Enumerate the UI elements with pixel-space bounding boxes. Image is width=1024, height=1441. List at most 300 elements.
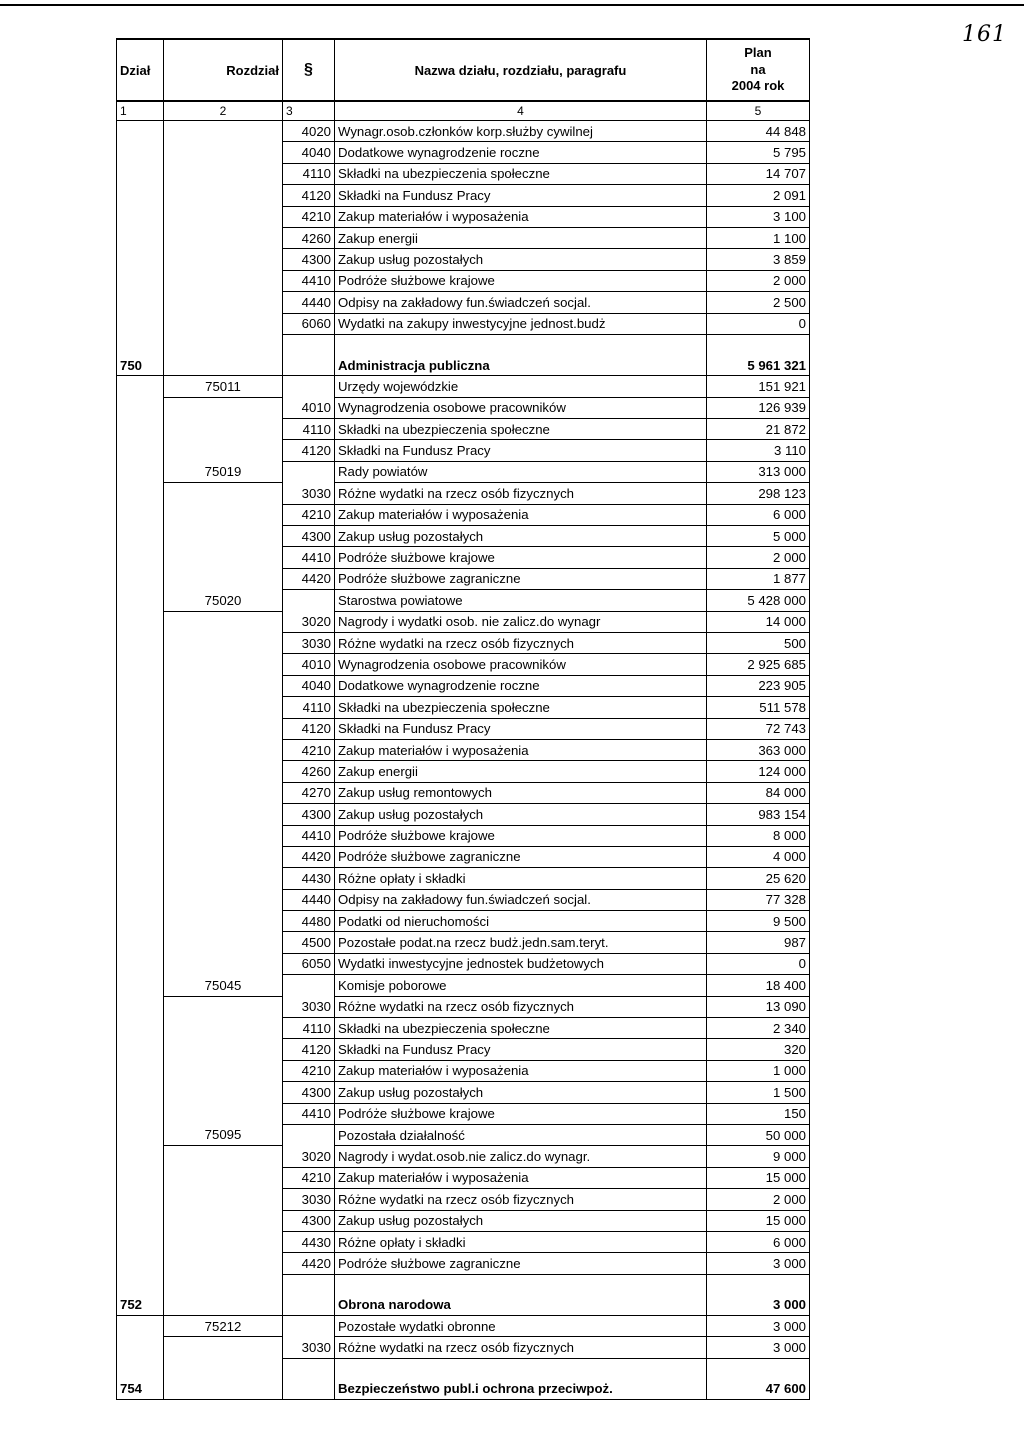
plan-cell: 298 123 xyxy=(707,483,810,504)
paragraph-row xyxy=(117,782,810,803)
plan-cell: 6 000 xyxy=(707,504,810,525)
rozdzial-cell xyxy=(164,483,283,504)
name-cell: Zakup energii xyxy=(335,761,707,782)
header-plan-line2: na xyxy=(750,61,766,77)
paragraph-cell: 6060 xyxy=(283,313,335,334)
paragraph-cell: 3030 xyxy=(283,632,335,653)
name-cell: Pozostałe podat.na rzecz budż.jedn.sam.teryt. xyxy=(335,932,707,953)
dzial-cell xyxy=(117,1231,164,1252)
rozdzial-cell xyxy=(164,1253,283,1274)
plan-cell: 14 707 xyxy=(707,163,810,184)
plan-cell: 3 100 xyxy=(707,206,810,227)
rozdzial-cell xyxy=(164,1039,283,1060)
rozdzial-cell xyxy=(164,355,283,376)
rozdzial-cell xyxy=(164,206,283,227)
paragraph-cell xyxy=(283,975,335,996)
dzial-cell: 752 xyxy=(117,1295,164,1316)
name-cell: Wynagrodzenia osobowe pracowników xyxy=(335,397,707,418)
paragraph-cell: 4210 xyxy=(283,206,335,227)
name-cell: Odpisy na zakładowy fun.świadczeń socjal. xyxy=(335,292,707,313)
dzial-cell xyxy=(117,376,164,397)
name-cell: Starostwa powiatowe xyxy=(335,590,707,611)
column-number: 5 xyxy=(707,101,810,121)
name-cell: Różne wydatki na rzecz osób fizycznych xyxy=(335,483,707,504)
name-cell: Różne opłaty i składki xyxy=(335,1231,707,1252)
dzial-cell xyxy=(117,932,164,953)
dzial-row xyxy=(117,355,810,376)
rozdzial-cell xyxy=(164,1167,283,1188)
paragraph-row xyxy=(117,1167,810,1188)
rozdzial-cell xyxy=(164,1146,283,1167)
plan-cell: 21 872 xyxy=(707,419,810,440)
budget-rows xyxy=(117,121,810,1400)
paragraph-cell xyxy=(283,1316,335,1337)
dzial-cell xyxy=(117,1253,164,1274)
paragraph-cell: 4410 xyxy=(283,270,335,291)
dzial-cell xyxy=(117,270,164,291)
plan-cell: 363 000 xyxy=(707,739,810,760)
rozdzial-cell xyxy=(164,654,283,675)
column-number: 4 xyxy=(335,101,707,121)
dzial-cell xyxy=(117,654,164,675)
paragraph-cell: 6050 xyxy=(283,953,335,974)
paragraph-cell: 4270 xyxy=(283,782,335,803)
plan-cell: 126 939 xyxy=(707,397,810,418)
paragraph-cell: 4110 xyxy=(283,697,335,718)
paragraph-cell: 3020 xyxy=(283,1146,335,1167)
dzial-cell xyxy=(117,547,164,568)
rozdzial-cell xyxy=(164,568,283,589)
rozdzial-cell xyxy=(164,804,283,825)
name-cell: Zakup usług pozostałych xyxy=(335,249,707,270)
paragraph-row xyxy=(117,739,810,760)
name-cell: Odpisy na zakładowy fun.świadczeń socjal. xyxy=(335,889,707,910)
dzial-cell xyxy=(117,632,164,653)
paragraph-cell: 4410 xyxy=(283,547,335,568)
dzial-cell xyxy=(117,1189,164,1210)
name-cell: Zakup usług pozostałych xyxy=(335,526,707,547)
plan-cell: 5 795 xyxy=(707,142,810,163)
paragraph-row xyxy=(117,654,810,675)
rozdzial-cell xyxy=(164,1018,283,1039)
plan-cell: 3 000 xyxy=(707,1295,810,1316)
paragraph-cell: 3020 xyxy=(283,611,335,632)
paragraph-cell: 4300 xyxy=(283,526,335,547)
dzial-cell xyxy=(117,397,164,418)
plan-cell: 44 848 xyxy=(707,121,810,142)
name-cell: Składki na ubezpieczenia społeczne xyxy=(335,163,707,184)
name-cell: Nagrody i wydat.osob.nie zalicz.do wynagr. xyxy=(335,1146,707,1167)
name-cell: Dodatkowe wynagrodzenie roczne xyxy=(335,675,707,696)
paragraph-row xyxy=(117,397,810,418)
paragraph-row xyxy=(117,718,810,739)
name-cell: Zakup usług remontowych xyxy=(335,782,707,803)
plan-cell: 2 340 xyxy=(707,1018,810,1039)
paragraph-row xyxy=(117,526,810,547)
dzial-cell xyxy=(117,249,164,270)
paragraph-cell xyxy=(283,376,335,397)
dzial-cell xyxy=(117,1210,164,1231)
paragraph-cell: 4020 xyxy=(283,121,335,142)
dzial-cell xyxy=(117,142,164,163)
plan-cell: 5 961 321 xyxy=(707,355,810,376)
rozdzial-cell xyxy=(164,1189,283,1210)
plan-cell: 3 000 xyxy=(707,1253,810,1274)
paragraph-row xyxy=(117,121,810,142)
plan-cell: 13 090 xyxy=(707,996,810,1017)
paragraph-row xyxy=(117,504,810,525)
dzial-cell xyxy=(117,1358,164,1379)
name-cell: Urzędy wojewódzkie xyxy=(335,376,707,397)
paragraph-row xyxy=(117,675,810,696)
plan-cell: 983 154 xyxy=(707,804,810,825)
paragraph-cell: 4440 xyxy=(283,889,335,910)
paragraph-cell xyxy=(283,461,335,482)
dzial-cell xyxy=(117,419,164,440)
paragraph-row xyxy=(117,1018,810,1039)
rozdzial-row xyxy=(117,461,810,482)
name-cell: Składki na Fundusz Pracy xyxy=(335,1039,707,1060)
plan-cell: 18 400 xyxy=(707,975,810,996)
paragraph-cell: 4210 xyxy=(283,504,335,525)
name-cell: Podróże służbowe krajowe xyxy=(335,1103,707,1124)
name-cell: Zakup materiałów i wyposażenia xyxy=(335,1060,707,1081)
rozdzial-cell xyxy=(164,249,283,270)
plan-cell: 4 000 xyxy=(707,846,810,867)
paragraph-row xyxy=(117,1253,810,1274)
rozdzial-cell xyxy=(164,419,283,440)
name-cell: Bezpieczeństwo publ.i ochrona przeciwpoż. xyxy=(335,1379,707,1400)
paragraph-cell: 4480 xyxy=(283,911,335,932)
paragraph-cell: 4040 xyxy=(283,675,335,696)
name-cell: Składki na Fundusz Pracy xyxy=(335,718,707,739)
header-row xyxy=(117,39,810,101)
rozdzial-cell xyxy=(164,1379,283,1400)
plan-cell: 150 xyxy=(707,1103,810,1124)
plan-cell: 500 xyxy=(707,632,810,653)
rozdzial-cell xyxy=(164,1337,283,1358)
plan-cell: 25 620 xyxy=(707,868,810,889)
plan-cell: 14 000 xyxy=(707,611,810,632)
name-cell: Podróże służbowe krajowe xyxy=(335,825,707,846)
dzial-cell xyxy=(117,718,164,739)
dzial-cell xyxy=(117,1082,164,1103)
rozdzial-cell xyxy=(164,526,283,547)
paragraph-cell: 4410 xyxy=(283,1103,335,1124)
plan-cell: 9 500 xyxy=(707,911,810,932)
name-cell: Składki na Fundusz Pracy xyxy=(335,440,707,461)
paragraph-row xyxy=(117,547,810,568)
header-dzial: Dział xyxy=(117,39,164,101)
paragraph-cell: 4260 xyxy=(283,227,335,248)
dzial-cell xyxy=(117,590,164,611)
paragraph-row xyxy=(117,761,810,782)
paragraph-cell: 4300 xyxy=(283,1082,335,1103)
plan-cell: 0 xyxy=(707,953,810,974)
name-cell: Składki na ubezpieczenia społeczne xyxy=(335,1018,707,1039)
dzial-cell xyxy=(117,697,164,718)
dzial-cell xyxy=(117,526,164,547)
dzial-cell xyxy=(117,504,164,525)
paragraph-row xyxy=(117,440,810,461)
rozdzial-cell xyxy=(164,547,283,568)
paragraph-row xyxy=(117,825,810,846)
paragraph-row xyxy=(117,1039,810,1060)
plan-cell: 313 000 xyxy=(707,461,810,482)
name-cell: Dodatkowe wynagrodzenie roczne xyxy=(335,142,707,163)
dzial-cell xyxy=(117,1103,164,1124)
rozdzial-cell xyxy=(164,1295,283,1316)
spacer-row xyxy=(117,1274,810,1295)
paragraph-cell: 4010 xyxy=(283,654,335,675)
name-cell: Różne opłaty i składki xyxy=(335,868,707,889)
paragraph-row xyxy=(117,142,810,163)
paragraph-row xyxy=(117,1103,810,1124)
dzial-cell xyxy=(117,996,164,1017)
rozdzial-cell xyxy=(164,504,283,525)
rozdzial-cell xyxy=(164,1358,283,1379)
plan-cell: 511 578 xyxy=(707,697,810,718)
header-rozdzial: Rozdział xyxy=(164,39,283,101)
paragraph-cell xyxy=(283,1295,335,1316)
name-cell: Zakup usług pozostałych xyxy=(335,1210,707,1231)
plan-cell xyxy=(707,1358,810,1379)
column-number-row xyxy=(117,101,810,121)
spacer-row xyxy=(117,334,810,355)
name-cell: Zakup materiałów i wyposażenia xyxy=(335,206,707,227)
paragraph-row xyxy=(117,1060,810,1081)
paragraph-row xyxy=(117,932,810,953)
rozdzial-cell xyxy=(164,782,283,803)
column-number: 3 xyxy=(283,101,335,121)
rozdzial-cell xyxy=(164,1082,283,1103)
plan-cell: 8 000 xyxy=(707,825,810,846)
rozdzial-row xyxy=(117,975,810,996)
plan-cell: 15 000 xyxy=(707,1210,810,1231)
name-cell: Obrona narodowa xyxy=(335,1295,707,1316)
paragraph-cell: 4420 xyxy=(283,568,335,589)
dzial-cell xyxy=(117,953,164,974)
rozdzial-cell xyxy=(164,761,283,782)
dzial-row xyxy=(117,1379,810,1400)
dzial-cell xyxy=(117,889,164,910)
paragraph-row xyxy=(117,227,810,248)
dzial-cell xyxy=(117,334,164,355)
name-cell: Podróże służbowe krajowe xyxy=(335,547,707,568)
paragraph-row xyxy=(117,868,810,889)
paragraph-cell: 4120 xyxy=(283,1039,335,1060)
dzial-cell xyxy=(117,163,164,184)
paragraph-cell: 3030 xyxy=(283,483,335,504)
rozdzial-cell xyxy=(164,1103,283,1124)
rozdzial-row xyxy=(117,1316,810,1337)
dzial-cell xyxy=(117,483,164,504)
plan-cell: 2 925 685 xyxy=(707,654,810,675)
plan-cell: 3 000 xyxy=(707,1316,810,1337)
paragraph-cell: 4440 xyxy=(283,292,335,313)
paragraph-cell: 4300 xyxy=(283,804,335,825)
paragraph-cell: 4210 xyxy=(283,739,335,760)
paragraph-cell xyxy=(283,334,335,355)
plan-cell: 84 000 xyxy=(707,782,810,803)
paragraph-row xyxy=(117,911,810,932)
paragraph-cell: 4300 xyxy=(283,1210,335,1231)
plan-cell: 3 859 xyxy=(707,249,810,270)
plan-cell: 1 500 xyxy=(707,1082,810,1103)
paragraph-row xyxy=(117,419,810,440)
rozdzial-cell xyxy=(164,932,283,953)
name-cell: Różne wydatki na rzecz osób fizycznych xyxy=(335,996,707,1017)
plan-cell: 9 000 xyxy=(707,1146,810,1167)
paragraph-cell: 4420 xyxy=(283,846,335,867)
name-cell: Różne wydatki na rzecz osób fizycznych xyxy=(335,1337,707,1358)
dzial-cell xyxy=(117,227,164,248)
paragraph-cell: 4430 xyxy=(283,1231,335,1252)
paragraph-row xyxy=(117,953,810,974)
rozdzial-cell: 75045 xyxy=(164,975,283,996)
paragraph-row xyxy=(117,163,810,184)
name-cell: Zakup materiałów i wyposażenia xyxy=(335,1167,707,1188)
plan-cell xyxy=(707,334,810,355)
paragraph-cell xyxy=(283,355,335,376)
paragraph-row xyxy=(117,996,810,1017)
rozdzial-cell xyxy=(164,313,283,334)
header-plan xyxy=(707,39,810,101)
rozdzial-cell xyxy=(164,911,283,932)
dzial-cell xyxy=(117,739,164,760)
header-plan-line3: 2004 rok xyxy=(731,78,785,94)
rozdzial-cell xyxy=(164,718,283,739)
paragraph-row xyxy=(117,206,810,227)
paragraph-cell: 3030 xyxy=(283,1189,335,1210)
plan-cell: 2 000 xyxy=(707,547,810,568)
paragraph-cell: 4420 xyxy=(283,1253,335,1274)
rozdzial-cell xyxy=(164,1060,283,1081)
rozdzial-cell xyxy=(164,142,283,163)
paragraph-row xyxy=(117,889,810,910)
plan-cell: 15 000 xyxy=(707,1167,810,1188)
plan-cell: 3 110 xyxy=(707,440,810,461)
rozdzial-cell xyxy=(164,825,283,846)
dzial-cell xyxy=(117,911,164,932)
rozdzial-cell: 75019 xyxy=(164,461,283,482)
paragraph-cell: 4300 xyxy=(283,249,335,270)
paragraph-row xyxy=(117,568,810,589)
plan-cell: 1 100 xyxy=(707,227,810,248)
name-cell: Zakup usług pozostałych xyxy=(335,1082,707,1103)
name-cell: Zakup energii xyxy=(335,227,707,248)
name-cell xyxy=(335,334,707,355)
plan-cell: 5 428 000 xyxy=(707,590,810,611)
page-number: 161 xyxy=(962,22,1007,47)
name-cell: Podróże służbowe zagraniczne xyxy=(335,846,707,867)
paragraph-row xyxy=(117,1082,810,1103)
name-cell: Rady powiatów xyxy=(335,461,707,482)
dzial-cell xyxy=(117,761,164,782)
rozdzial-cell xyxy=(164,227,283,248)
name-cell: Składki na ubezpieczenia społeczne xyxy=(335,419,707,440)
paragraph-row xyxy=(117,632,810,653)
header-nazwa: Nazwa działu, rozdziału, paragrafu xyxy=(335,39,707,101)
rozdzial-row xyxy=(117,376,810,397)
dzial-cell xyxy=(117,292,164,313)
name-cell: Zakup materiałów i wyposażenia xyxy=(335,504,707,525)
rozdzial-cell xyxy=(164,121,283,142)
plan-cell: 124 000 xyxy=(707,761,810,782)
rozdzial-cell xyxy=(164,270,283,291)
paragraph-cell xyxy=(283,1358,335,1379)
paragraph-cell: 4260 xyxy=(283,761,335,782)
rozdzial-cell xyxy=(164,334,283,355)
paragraph-cell: 4010 xyxy=(283,397,335,418)
paragraph-row xyxy=(117,249,810,270)
rozdzial-cell xyxy=(164,697,283,718)
paragraph-row xyxy=(117,1189,810,1210)
plan-cell: 2 500 xyxy=(707,292,810,313)
dzial-cell xyxy=(117,1337,164,1358)
header-paragraph: § xyxy=(283,39,335,101)
rozdzial-row xyxy=(117,1124,810,1145)
name-cell: Składki na ubezpieczenia społeczne xyxy=(335,697,707,718)
rozdzial-cell: 75011 xyxy=(164,376,283,397)
dzial-cell xyxy=(117,1039,164,1060)
rozdzial-cell xyxy=(164,397,283,418)
rozdzial-cell xyxy=(164,889,283,910)
rozdzial-cell xyxy=(164,953,283,974)
header-plan-line1: Plan xyxy=(744,44,772,60)
paragraph-cell: 4120 xyxy=(283,440,335,461)
plan-cell: 1 877 xyxy=(707,568,810,589)
name-cell: Podróże służbowe krajowe xyxy=(335,270,707,291)
name-cell: Wydatki inwestycyjne jednostek budżetowych xyxy=(335,953,707,974)
dzial-cell xyxy=(117,1124,164,1145)
name-cell xyxy=(335,1358,707,1379)
paragraph-row xyxy=(117,1231,810,1252)
paragraph-cell xyxy=(283,590,335,611)
dzial-cell xyxy=(117,461,164,482)
paragraph-cell: 3030 xyxy=(283,996,335,1017)
column-number: 1 xyxy=(117,101,164,121)
paragraph-cell: 4500 xyxy=(283,932,335,953)
plan-cell: 47 600 xyxy=(707,1379,810,1400)
paragraph-cell: 4120 xyxy=(283,718,335,739)
plan-cell: 320 xyxy=(707,1039,810,1060)
dzial-cell xyxy=(117,568,164,589)
dzial-cell xyxy=(117,846,164,867)
rozdzial-cell xyxy=(164,440,283,461)
plan-cell: 6 000 xyxy=(707,1231,810,1252)
plan-cell: 223 905 xyxy=(707,675,810,696)
dzial-cell xyxy=(117,121,164,142)
dzial-cell xyxy=(117,1274,164,1295)
name-cell: Wynagr.osob.członków korp.służby cywilnej xyxy=(335,121,707,142)
name-cell xyxy=(335,1274,707,1295)
rozdzial-cell xyxy=(164,996,283,1017)
rozdzial-cell xyxy=(164,846,283,867)
plan-cell: 987 xyxy=(707,932,810,953)
paragraph-cell: 4430 xyxy=(283,868,335,889)
plan-cell xyxy=(707,1274,810,1295)
rozdzial-cell xyxy=(164,1274,283,1295)
dzial-cell xyxy=(117,975,164,996)
plan-cell: 2 000 xyxy=(707,1189,810,1210)
name-cell: Składki na Fundusz Pracy xyxy=(335,185,707,206)
dzial-cell xyxy=(117,206,164,227)
rozdzial-cell xyxy=(164,1210,283,1231)
plan-cell: 151 921 xyxy=(707,376,810,397)
paragraph-row xyxy=(117,1210,810,1231)
dzial-cell xyxy=(117,1060,164,1081)
